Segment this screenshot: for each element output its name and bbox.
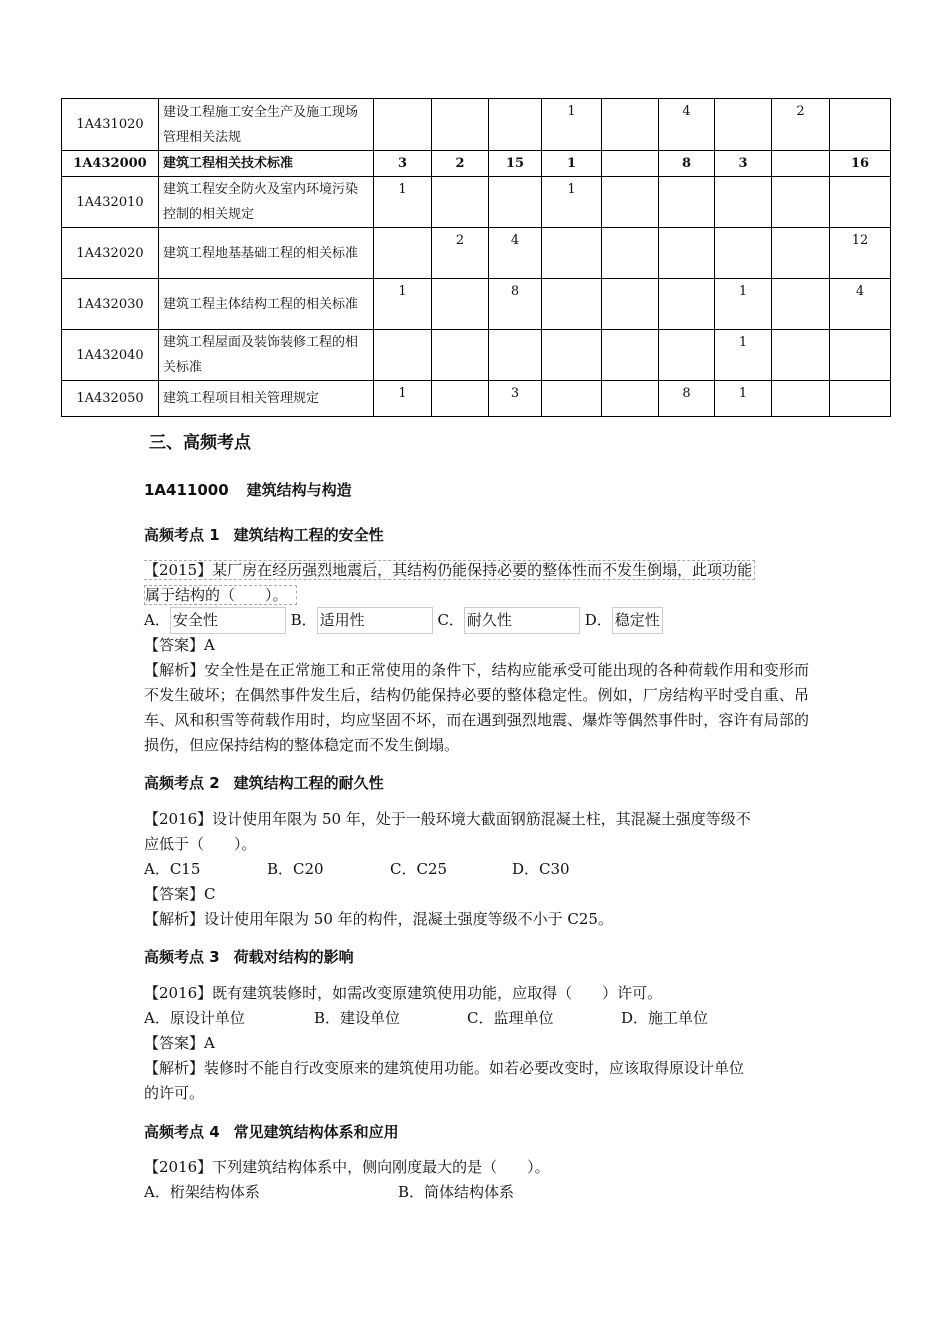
table-cell xyxy=(602,99,659,151)
option-c: 耐久性 xyxy=(464,607,580,634)
point-1-label: 高频考点 1 xyxy=(144,526,220,544)
table-cell xyxy=(432,330,489,381)
statistics-table xyxy=(61,98,891,417)
table-cell: 1 xyxy=(715,330,772,381)
table-cell xyxy=(772,151,830,177)
point-4-heading xyxy=(144,1121,399,1142)
table-cell xyxy=(830,177,891,228)
table-cell: 2 xyxy=(432,228,489,279)
table-cell: 8 xyxy=(489,279,542,330)
row-code: 1A432010 xyxy=(62,177,159,228)
table-cell xyxy=(659,177,715,228)
point-4-option-a: A．桁架结构体系 xyxy=(144,1183,260,1201)
point-3-answer: 【答案】A xyxy=(144,1034,215,1052)
row-name: 建筑工程安全防火及室内环境污染控制的相关规定 xyxy=(159,177,374,228)
table-cell xyxy=(489,177,542,228)
row-code: 1A431020 xyxy=(62,99,159,151)
row-name: 建设工程施工安全生产及施工现场管理相关法规 xyxy=(159,99,374,151)
point-3-heading xyxy=(144,946,354,967)
table-cell xyxy=(374,99,432,151)
point-4-option-b: B．筒体结构体系 xyxy=(398,1183,515,1201)
table-cell xyxy=(715,177,772,228)
table-cell xyxy=(542,279,602,330)
table-cell: 4 xyxy=(659,99,715,151)
point-3-option-a: A．原设计单位 xyxy=(144,1009,245,1027)
point-1-answer: 【答案】A xyxy=(144,636,215,654)
table-cell xyxy=(602,279,659,330)
table-cell xyxy=(772,228,830,279)
table-cell xyxy=(830,381,891,417)
point-2-question-line2: 应低于（ ）。 xyxy=(144,835,257,853)
question-line: 【2015】某厂房在经历强烈地震后，其结构仍能保持必要的整体性而不发生倒塌，此项功能 xyxy=(144,560,755,580)
point-3-analysis-line2: 的许可。 xyxy=(144,1084,205,1102)
table-cell: 12 xyxy=(830,228,891,279)
row-code: 1A432040 xyxy=(62,330,159,381)
table-cell xyxy=(489,330,542,381)
point-3-option-b: B．建设单位 xyxy=(314,1009,401,1027)
table-cell xyxy=(772,279,830,330)
table-cell xyxy=(772,381,830,417)
table-cell: 8 xyxy=(659,381,715,417)
table-cell xyxy=(602,228,659,279)
row-name: 建筑工程项目相关管理规定 xyxy=(159,381,374,417)
table-cell xyxy=(432,177,489,228)
table-row xyxy=(62,279,891,330)
table-cell: 1 xyxy=(715,279,772,330)
table-cell: 1 xyxy=(542,177,602,228)
table-cell: 3 xyxy=(489,381,542,417)
table-cell: 3 xyxy=(374,151,432,177)
table-cell xyxy=(659,228,715,279)
table-cell: 4 xyxy=(830,279,891,330)
point-3-label: 高频考点 3 xyxy=(144,948,220,966)
table-cell xyxy=(659,279,715,330)
table-cell: 16 xyxy=(830,151,891,177)
table-cell xyxy=(602,330,659,381)
row-code: 1A432020 xyxy=(62,228,159,279)
table-row xyxy=(62,99,891,151)
option-d: 稳定性 xyxy=(612,607,663,634)
table-cell xyxy=(602,381,659,417)
table-cell xyxy=(489,99,542,151)
point-1-options xyxy=(144,607,663,634)
table-row xyxy=(62,330,891,381)
table-cell xyxy=(830,330,891,381)
table-cell: 1 xyxy=(374,177,432,228)
table-row xyxy=(62,381,891,417)
table-cell xyxy=(772,177,830,228)
point-3-analysis-line1: 【解析】装修时不能自行改变原来的建筑使用功能。如若必要改变时，应该取得原设计单位 xyxy=(144,1059,745,1077)
table-cell: 1 xyxy=(542,99,602,151)
table-cell: 1 xyxy=(715,381,772,417)
table-cell: 1 xyxy=(374,381,432,417)
point-2-option-d: D．C30 xyxy=(512,860,570,878)
table-cell xyxy=(432,381,489,417)
table-cell xyxy=(374,228,432,279)
row-name: 建筑工程相关技术标准 xyxy=(159,151,374,177)
point-2-option-a: A．C15 xyxy=(144,860,201,878)
option-b: 适用性 xyxy=(317,607,433,634)
point-2-option-b: B．C20 xyxy=(267,860,324,878)
point-1-heading xyxy=(144,524,384,545)
point-1-analysis: 【解析】安全性是在正常施工和正常使用的条件下，结构应能承受可能出现的各种荷载作用和变形而不发生破坏；在偶然事件发生后，结构仍能保持必要的整体稳定性。例如，厂房结构平时受自重、吊车、风和积雪等荷载作用时，均应坚固不坏，而在遇到强烈地震、爆炸等偶然事件时，容许有局部的损伤，但应保持结构的整体稳定而不发生倒塌。 xyxy=(144,661,809,754)
option-a: 安全性 xyxy=(170,607,286,634)
table-cell xyxy=(542,228,602,279)
table-cell xyxy=(659,330,715,381)
point-2-label: 高频考点 2 xyxy=(144,774,220,792)
option-label: D． xyxy=(584,611,612,629)
row-name: 建筑工程地基基础工程的相关标准 xyxy=(159,228,374,279)
option-label: A． xyxy=(144,611,170,629)
table-cell xyxy=(542,381,602,417)
table-cell xyxy=(715,228,772,279)
point-3-question: 【2016】既有建筑装修时，如需改变原建筑使用功能，应取得（ ）许可。 xyxy=(144,984,663,1002)
table-cell: 8 xyxy=(659,151,715,177)
row-name: 建筑工程屋面及装饰装修工程的相关标准 xyxy=(159,330,374,381)
table-cell: 1 xyxy=(542,151,602,177)
table-cell xyxy=(542,330,602,381)
table-cell: 4 xyxy=(489,228,542,279)
point-3-option-c: C．监理单位 xyxy=(467,1009,554,1027)
table-cell: 3 xyxy=(715,151,772,177)
option-label: B． xyxy=(290,611,317,629)
section-title: 三、高频考点 xyxy=(149,433,251,453)
chapter-title: 建筑结构与构造 xyxy=(246,481,352,499)
point-4-title: 常见建筑结构体系和应用 xyxy=(233,1123,399,1141)
point-4-label: 高频考点 4 xyxy=(144,1123,220,1141)
row-name: 建筑工程主体结构工程的相关标准 xyxy=(159,279,374,330)
table-row xyxy=(62,177,891,228)
point-2-answer: 【答案】C xyxy=(144,885,216,903)
chapter-heading xyxy=(144,479,352,500)
table-row xyxy=(62,151,891,177)
table-cell: 15 xyxy=(489,151,542,177)
point-4-question: 【2016】下列建筑结构体系中，侧向刚度最大的是（ ）。 xyxy=(144,1158,550,1176)
point-2-title: 建筑结构工程的耐久性 xyxy=(233,774,384,792)
table-cell xyxy=(432,279,489,330)
table-cell xyxy=(602,151,659,177)
table-cell xyxy=(432,99,489,151)
chapter-code: 1A411000 xyxy=(144,481,229,499)
point-3-option-d: D．施工单位 xyxy=(621,1009,709,1027)
point-2-option-c: C．C25 xyxy=(390,860,448,878)
table-cell: 2 xyxy=(772,99,830,151)
point-2-analysis: 【解析】设计使用年限为 50 年的构件，混凝土强度等级不小于 C25。 xyxy=(144,910,613,928)
point-1-question xyxy=(144,558,809,608)
point-3-title: 荷载对结构的影响 xyxy=(233,948,354,966)
table-cell xyxy=(772,330,830,381)
table-cell: 1 xyxy=(374,279,432,330)
table-cell: 2 xyxy=(432,151,489,177)
point-2-question-line1: 【2016】设计使用年限为 50 年，处于一般环境大截面钢筋混凝土柱，其混凝土强度等级不 xyxy=(144,810,751,828)
table-cell xyxy=(374,330,432,381)
table-cell xyxy=(602,177,659,228)
row-code: 1A432000 xyxy=(62,151,159,177)
point-2-heading xyxy=(144,772,384,793)
table-cell xyxy=(715,99,772,151)
point-1-title: 建筑结构工程的安全性 xyxy=(233,526,384,544)
row-code: 1A432050 xyxy=(62,381,159,417)
option-label: C． xyxy=(437,611,464,629)
row-code: 1A432030 xyxy=(62,279,159,330)
table-cell xyxy=(830,99,891,151)
question-line: 属于结构的（ ）。 xyxy=(144,585,297,605)
table-row xyxy=(62,228,891,279)
